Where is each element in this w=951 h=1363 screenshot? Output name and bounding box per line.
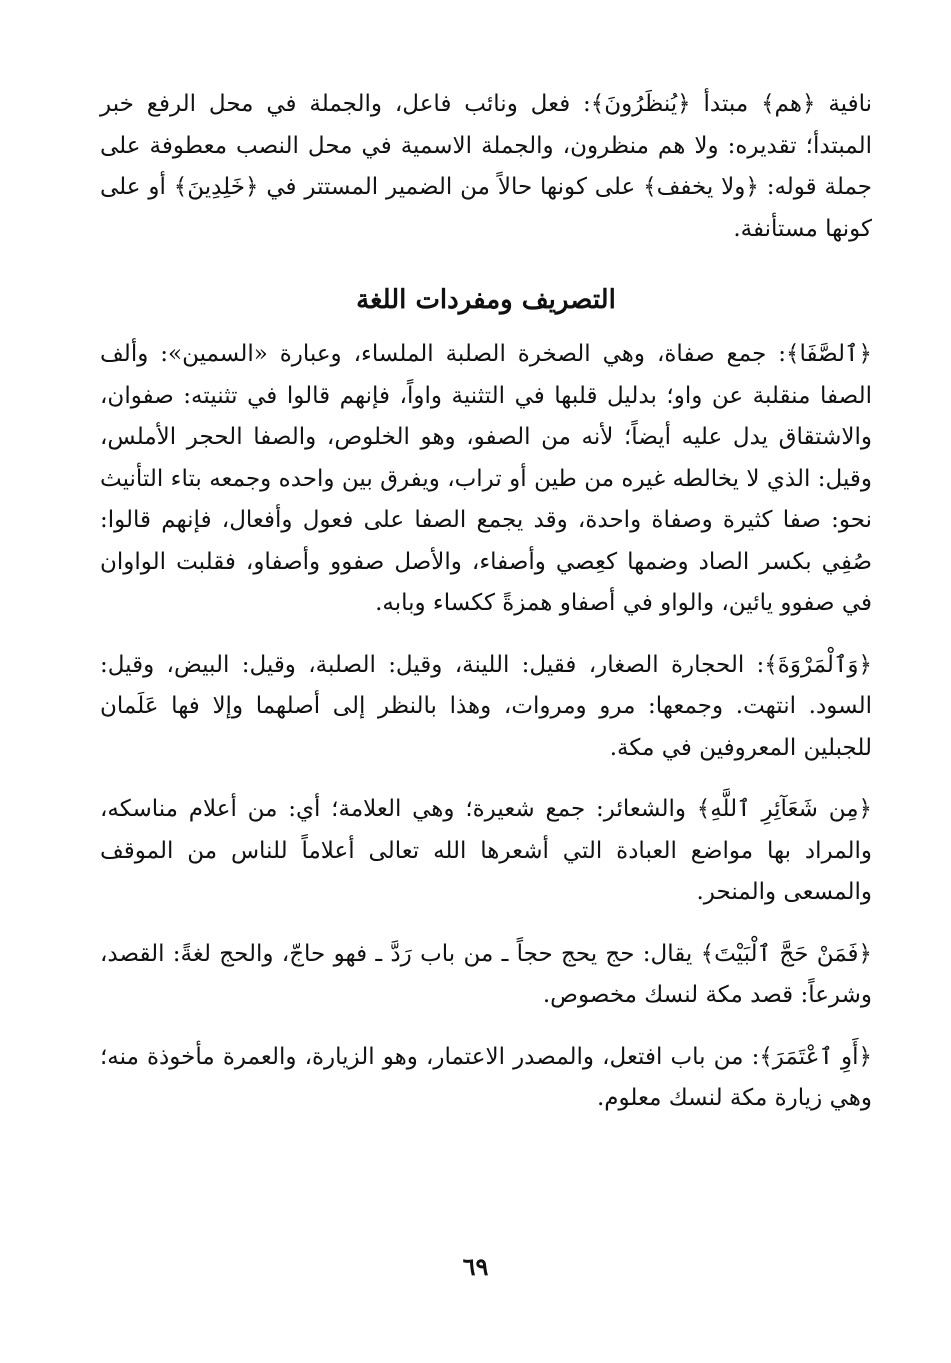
entry-itamara: ﴿أَوِ ٱعْتَمَرَ﴾: من باب افتعل، والمصدر الاعتمار، وهو الزيارة، والعمرة مأخوذة منه؛ وهي زيارة مكة لنسك معلوم. (100, 1043, 872, 1111)
entry-shaair: ﴿مِن شَعَآئِرِ ٱللَّهِ﴾ والشعائر: جمع شعيرة؛ وهي العلامة؛ أي: من أعلام مناسكه، والمراد بها مواضع العبادة التي أشعرها الله تعالى أعلاماً للناس من الموقف والمسعى والمنحر. (100, 796, 872, 905)
entry-marwa: ﴿وَٱلْمَرْوَةَ﴾: الحجارة الصغار، فقيل: اللينة، وقيل: الصلبة، وقيل: البيض، وقيل: السود. انتهت. وجمعها: مرو ومروات، وهذا بالنظر إلى أصلهما وإلا فها عَلَمان للجبلين المعروفين في مكة. (100, 651, 872, 761)
entry-hajj: ﴿فَمَنْ حَجَّ ٱلْبَيْتَ﴾ يقال: حج يحج حجاً ـ من باب رَدَّ ـ فهو حاجّ، والحج لغةً: القصد، وشرعاً: قصد مكة لنسك مخصوص. (100, 940, 872, 1008)
entries-list (100, 334, 872, 1120)
page-body (100, 84, 872, 1120)
page-number: ٦٩ (462, 1252, 489, 1281)
intro-paragraph: نافية ﴿هم﴾ مبتدأ ﴿يُنظَرُونَ﴾: فعل ونائب فاعل، والجملة في محل الرفع خبر المبتدأ؛ تقديره: ولا هم منظرون، والجملة الاسمية في محل النصب معطوفة على جملة قوله: ﴿ولا يخفف﴾ على كونها حالاً من الضمير المستتر في ﴿خَلِدِينَ﴾ أو على كونها مستأنفة. (100, 91, 872, 242)
section-heading: التصريف ومفردات اللغة (356, 285, 616, 315)
entry-safa: ﴿ٱلصَّفَا﴾: جمع صفاة، وهي الصخرة الصلبة الملساء، وعبارة «السمين»: وألف الصفا منقلبة عن واو؛ بدليل قلبها في التثنية واواً، فإنهم قالوا في تثنيته: صفوان، والاشتقاق يدل عليه أيضاً؛ لأنه من الصفو، وهو الخلوص، والصفا الحجر الأملس، وقيل: الذي لا يخالطه غيره من طين أو تراب، ويفرق بين واحده وجمعه بتاء التأنيث نحو: صفا كثيرة وصفاة واحدة، وقد يجمع الصفا على فعول وأفعال، فإنهم قالوا: صُفِي بكسر الصاد وضمها كعِصي وأصفاء، والأصل صفوو وأصفاو، فقلبت الواوان في صفوو يائين، والواو في أصفاو همزةً ككساء وبابه. (100, 341, 872, 616)
